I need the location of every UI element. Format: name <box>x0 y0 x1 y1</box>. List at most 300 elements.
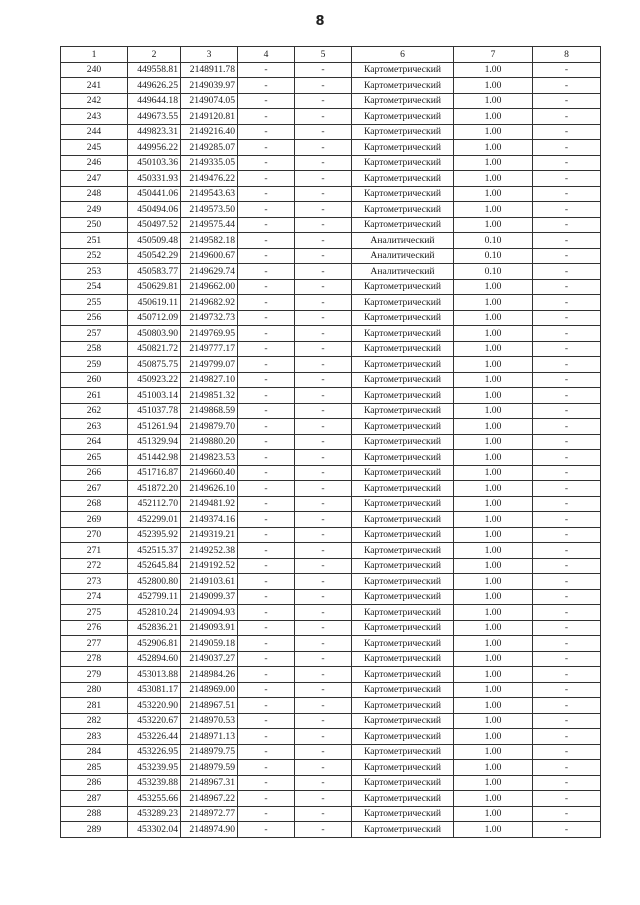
col5-cell: - <box>295 450 352 466</box>
col8-cell: - <box>533 636 601 652</box>
x-coordinate-cell: 453239.88 <box>128 775 181 791</box>
method-cell: Картометрический <box>352 620 454 636</box>
y-coordinate-cell: 2149252.38 <box>181 543 238 559</box>
col4-cell: - <box>238 434 295 450</box>
point-number-cell: 248 <box>61 186 128 202</box>
col5-cell: - <box>295 636 352 652</box>
x-coordinate-cell: 450441.06 <box>128 186 181 202</box>
table-row <box>61 310 601 326</box>
y-coordinate-cell: 2149868.59 <box>181 403 238 419</box>
x-coordinate-cell: 450712.09 <box>128 310 181 326</box>
point-number-cell: 267 <box>61 481 128 497</box>
col5-cell: - <box>295 806 352 822</box>
x-coordinate-cell: 452800.80 <box>128 574 181 590</box>
col8-cell: - <box>533 341 601 357</box>
point-number-cell: 279 <box>61 667 128 683</box>
point-number-cell: 256 <box>61 310 128 326</box>
col4-cell: - <box>238 527 295 543</box>
col5-cell: - <box>295 403 352 419</box>
col8-cell: - <box>533 419 601 435</box>
x-coordinate-cell: 452299.01 <box>128 512 181 528</box>
x-coordinate-cell: 449823.31 <box>128 124 181 140</box>
col5-cell: - <box>295 527 352 543</box>
x-coordinate-cell: 451442.98 <box>128 450 181 466</box>
table-row <box>61 357 601 373</box>
point-number-cell: 249 <box>61 202 128 218</box>
accuracy-cell: 1.00 <box>454 713 533 729</box>
col5-cell: - <box>295 543 352 559</box>
point-number-cell: 255 <box>61 295 128 311</box>
method-cell: Аналитический <box>352 233 454 249</box>
col4-cell: - <box>238 806 295 822</box>
table-row <box>61 248 601 264</box>
table-row <box>61 605 601 621</box>
accuracy-cell: 1.00 <box>454 326 533 342</box>
y-coordinate-cell: 2149103.61 <box>181 574 238 590</box>
method-cell: Картометрический <box>352 713 454 729</box>
y-coordinate-cell: 2148967.31 <box>181 775 238 791</box>
point-number-cell: 283 <box>61 729 128 745</box>
col5-cell: - <box>295 248 352 264</box>
col5-cell: - <box>295 713 352 729</box>
table-row <box>61 78 601 94</box>
method-cell: Картометрический <box>352 109 454 125</box>
point-number-cell: 246 <box>61 155 128 171</box>
col5-cell: - <box>295 512 352 528</box>
y-coordinate-cell: 2149880.20 <box>181 434 238 450</box>
point-number-cell: 271 <box>61 543 128 559</box>
col8-cell: - <box>533 171 601 187</box>
col8-cell: - <box>533 822 601 838</box>
point-number-cell: 243 <box>61 109 128 125</box>
table-row <box>61 636 601 652</box>
y-coordinate-cell: 2149879.70 <box>181 419 238 435</box>
x-coordinate-cell: 450497.52 <box>128 217 181 233</box>
col4-cell: - <box>238 341 295 357</box>
col8-cell: - <box>533 543 601 559</box>
col4-cell: - <box>238 93 295 109</box>
column-header: 8 <box>533 47 601 63</box>
x-coordinate-cell: 450923.22 <box>128 372 181 388</box>
col4-cell: - <box>238 465 295 481</box>
method-cell: Картометрический <box>352 682 454 698</box>
table-row <box>61 450 601 466</box>
x-coordinate-cell: 452799.11 <box>128 589 181 605</box>
table-row <box>61 326 601 342</box>
accuracy-cell: 1.00 <box>454 760 533 776</box>
col5-cell: - <box>295 388 352 404</box>
column-header: 2 <box>128 47 181 63</box>
method-cell: Картометрический <box>352 605 454 621</box>
method-cell: Картометрический <box>352 543 454 559</box>
col8-cell: - <box>533 605 601 621</box>
col4-cell: - <box>238 605 295 621</box>
col5-cell: - <box>295 217 352 233</box>
col5-cell: - <box>295 233 352 249</box>
table-row <box>61 171 601 187</box>
point-number-cell: 277 <box>61 636 128 652</box>
col5-cell: - <box>295 155 352 171</box>
accuracy-cell: 1.00 <box>454 403 533 419</box>
table-row <box>61 93 601 109</box>
x-coordinate-cell: 453226.44 <box>128 729 181 745</box>
point-number-cell: 245 <box>61 140 128 156</box>
x-coordinate-cell: 452515.37 <box>128 543 181 559</box>
method-cell: Картометрический <box>352 636 454 652</box>
method-cell: Картометрический <box>352 589 454 605</box>
y-coordinate-cell: 2149629.74 <box>181 264 238 280</box>
method-cell: Картометрический <box>352 481 454 497</box>
col5-cell: - <box>295 589 352 605</box>
accuracy-cell: 1.00 <box>454 186 533 202</box>
y-coordinate-cell: 2149120.81 <box>181 109 238 125</box>
method-cell: Картометрический <box>352 698 454 714</box>
method-cell: Картометрический <box>352 326 454 342</box>
col5-cell: - <box>295 279 352 295</box>
table-row <box>61 403 601 419</box>
table-row <box>61 775 601 791</box>
point-number-cell: 254 <box>61 279 128 295</box>
x-coordinate-cell: 452894.60 <box>128 651 181 667</box>
x-coordinate-cell: 450494.06 <box>128 202 181 218</box>
point-number-cell: 265 <box>61 450 128 466</box>
point-number-cell: 281 <box>61 698 128 714</box>
col8-cell: - <box>533 465 601 481</box>
y-coordinate-cell: 2149582.18 <box>181 233 238 249</box>
x-coordinate-cell: 450542.29 <box>128 248 181 264</box>
table-row <box>61 822 601 838</box>
col4-cell: - <box>238 388 295 404</box>
table-row <box>61 140 601 156</box>
col4-cell: - <box>238 109 295 125</box>
accuracy-cell: 1.00 <box>454 543 533 559</box>
col4-cell: - <box>238 822 295 838</box>
col5-cell: - <box>295 744 352 760</box>
x-coordinate-cell: 453289.23 <box>128 806 181 822</box>
point-number-cell: 252 <box>61 248 128 264</box>
point-number-cell: 257 <box>61 326 128 342</box>
accuracy-cell: 1.00 <box>454 558 533 574</box>
point-number-cell: 240 <box>61 62 128 78</box>
table-header-row <box>61 47 601 63</box>
table-row <box>61 124 601 140</box>
col5-cell: - <box>295 434 352 450</box>
method-cell: Картометрический <box>352 465 454 481</box>
x-coordinate-cell: 452645.84 <box>128 558 181 574</box>
y-coordinate-cell: 2149099.37 <box>181 589 238 605</box>
y-coordinate-cell: 2149662.00 <box>181 279 238 295</box>
col8-cell: - <box>533 713 601 729</box>
col4-cell: - <box>238 217 295 233</box>
col4-cell: - <box>238 636 295 652</box>
y-coordinate-cell: 2148984.26 <box>181 667 238 683</box>
point-number-cell: 278 <box>61 651 128 667</box>
col4-cell: - <box>238 372 295 388</box>
col4-cell: - <box>238 744 295 760</box>
y-coordinate-cell: 2149093.91 <box>181 620 238 636</box>
accuracy-cell: 1.00 <box>454 357 533 373</box>
col8-cell: - <box>533 698 601 714</box>
y-coordinate-cell: 2149094.93 <box>181 605 238 621</box>
x-coordinate-cell: 450103.36 <box>128 155 181 171</box>
col4-cell: - <box>238 140 295 156</box>
x-coordinate-cell: 451037.78 <box>128 403 181 419</box>
y-coordinate-cell: 2148979.59 <box>181 760 238 776</box>
col8-cell: - <box>533 78 601 94</box>
table-row <box>61 527 601 543</box>
col4-cell: - <box>238 233 295 249</box>
col4-cell: - <box>238 651 295 667</box>
method-cell: Картометрический <box>352 558 454 574</box>
point-number-cell: 261 <box>61 388 128 404</box>
table-row <box>61 388 601 404</box>
col8-cell: - <box>533 481 601 497</box>
col4-cell: - <box>238 357 295 373</box>
col5-cell: - <box>295 574 352 590</box>
col8-cell: - <box>533 589 601 605</box>
col8-cell: - <box>533 729 601 745</box>
col8-cell: - <box>533 124 601 140</box>
point-number-cell: 266 <box>61 465 128 481</box>
x-coordinate-cell: 452395.92 <box>128 527 181 543</box>
x-coordinate-cell: 453302.04 <box>128 822 181 838</box>
accuracy-cell: 1.00 <box>454 698 533 714</box>
method-cell: Картометрический <box>352 171 454 187</box>
method-cell: Аналитический <box>352 248 454 264</box>
point-number-cell: 285 <box>61 760 128 776</box>
point-number-cell: 288 <box>61 806 128 822</box>
col5-cell: - <box>295 760 352 776</box>
x-coordinate-cell: 453239.95 <box>128 760 181 776</box>
y-coordinate-cell: 2149216.40 <box>181 124 238 140</box>
col4-cell: - <box>238 713 295 729</box>
col5-cell: - <box>295 186 352 202</box>
y-coordinate-cell: 2149626.10 <box>181 481 238 497</box>
table-row <box>61 667 601 683</box>
col5-cell: - <box>295 698 352 714</box>
col8-cell: - <box>533 186 601 202</box>
y-coordinate-cell: 2149481.92 <box>181 496 238 512</box>
x-coordinate-cell: 451003.14 <box>128 388 181 404</box>
method-cell: Картометрический <box>352 124 454 140</box>
accuracy-cell: 1.00 <box>454 465 533 481</box>
table-row <box>61 419 601 435</box>
point-number-cell: 289 <box>61 822 128 838</box>
col5-cell: - <box>295 419 352 435</box>
y-coordinate-cell: 2149192.52 <box>181 558 238 574</box>
accuracy-cell: 1.00 <box>454 372 533 388</box>
col5-cell: - <box>295 791 352 807</box>
method-cell: Картометрический <box>352 295 454 311</box>
accuracy-cell: 1.00 <box>454 605 533 621</box>
x-coordinate-cell: 451329.94 <box>128 434 181 450</box>
method-cell: Картометрический <box>352 372 454 388</box>
point-number-cell: 251 <box>61 233 128 249</box>
table-row <box>61 279 601 295</box>
col5-cell: - <box>295 558 352 574</box>
table-row <box>61 574 601 590</box>
table-body <box>61 62 601 837</box>
col4-cell: - <box>238 62 295 78</box>
accuracy-cell: 1.00 <box>454 574 533 590</box>
accuracy-cell: 1.00 <box>454 109 533 125</box>
x-coordinate-cell: 451716.87 <box>128 465 181 481</box>
col4-cell: - <box>238 698 295 714</box>
point-number-cell: 287 <box>61 791 128 807</box>
method-cell: Картометрический <box>352 279 454 295</box>
accuracy-cell: 1.00 <box>454 651 533 667</box>
table-row <box>61 512 601 528</box>
table-row <box>61 620 601 636</box>
column-header: 4 <box>238 47 295 63</box>
column-header: 6 <box>352 47 454 63</box>
accuracy-cell: 0.10 <box>454 264 533 280</box>
column-header: 3 <box>181 47 238 63</box>
x-coordinate-cell: 449558.81 <box>128 62 181 78</box>
table-row <box>61 698 601 714</box>
accuracy-cell: 1.00 <box>454 62 533 78</box>
method-cell: Картометрический <box>352 388 454 404</box>
accuracy-cell: 0.10 <box>454 233 533 249</box>
col8-cell: - <box>533 140 601 156</box>
col4-cell: - <box>238 558 295 574</box>
col8-cell: - <box>533 202 601 218</box>
point-number-cell: 244 <box>61 124 128 140</box>
table-row <box>61 155 601 171</box>
col4-cell: - <box>238 419 295 435</box>
method-cell: Картометрический <box>352 419 454 435</box>
point-number-cell: 263 <box>61 419 128 435</box>
col5-cell: - <box>295 326 352 342</box>
col8-cell: - <box>533 372 601 388</box>
column-header: 7 <box>454 47 533 63</box>
col8-cell: - <box>533 558 601 574</box>
table-row <box>61 434 601 450</box>
accuracy-cell: 1.00 <box>454 450 533 466</box>
table-row <box>61 496 601 512</box>
point-number-cell: 270 <box>61 527 128 543</box>
table-row <box>61 651 601 667</box>
accuracy-cell: 1.00 <box>454 78 533 94</box>
table-row <box>61 744 601 760</box>
col8-cell: - <box>533 93 601 109</box>
accuracy-cell: 1.00 <box>454 729 533 745</box>
col8-cell: - <box>533 667 601 683</box>
method-cell: Картометрический <box>352 217 454 233</box>
x-coordinate-cell: 453255.66 <box>128 791 181 807</box>
method-cell: Картометрический <box>352 62 454 78</box>
col4-cell: - <box>238 155 295 171</box>
point-number-cell: 286 <box>61 775 128 791</box>
point-number-cell: 282 <box>61 713 128 729</box>
point-number-cell: 272 <box>61 558 128 574</box>
col8-cell: - <box>533 248 601 264</box>
col8-cell: - <box>533 651 601 667</box>
accuracy-cell: 1.00 <box>454 217 533 233</box>
column-header: 5 <box>295 47 352 63</box>
method-cell: Картометрический <box>352 403 454 419</box>
col5-cell: - <box>295 481 352 497</box>
method-cell: Картометрический <box>352 93 454 109</box>
accuracy-cell: 1.00 <box>454 775 533 791</box>
table-row <box>61 791 601 807</box>
col8-cell: - <box>533 109 601 125</box>
table-row <box>61 341 601 357</box>
method-cell: Картометрический <box>352 512 454 528</box>
x-coordinate-cell: 453013.88 <box>128 667 181 683</box>
table-row <box>61 62 601 78</box>
method-cell: Картометрический <box>352 357 454 373</box>
col8-cell: - <box>533 403 601 419</box>
y-coordinate-cell: 2149335.05 <box>181 155 238 171</box>
accuracy-cell: 1.00 <box>454 202 533 218</box>
table-row <box>61 481 601 497</box>
col5-cell: - <box>295 109 352 125</box>
col8-cell: - <box>533 744 601 760</box>
table-row <box>61 760 601 776</box>
y-coordinate-cell: 2149799.07 <box>181 357 238 373</box>
accuracy-cell: 1.00 <box>454 527 533 543</box>
col4-cell: - <box>238 78 295 94</box>
y-coordinate-cell: 2149732.73 <box>181 310 238 326</box>
col4-cell: - <box>238 310 295 326</box>
y-coordinate-cell: 2149682.92 <box>181 295 238 311</box>
table-row <box>61 558 601 574</box>
col5-cell: - <box>295 264 352 280</box>
accuracy-cell: 1.00 <box>454 481 533 497</box>
accuracy-cell: 1.00 <box>454 667 533 683</box>
point-number-cell: 269 <box>61 512 128 528</box>
col4-cell: - <box>238 171 295 187</box>
col8-cell: - <box>533 310 601 326</box>
col8-cell: - <box>533 682 601 698</box>
col8-cell: - <box>533 434 601 450</box>
col5-cell: - <box>295 62 352 78</box>
x-coordinate-cell: 450331.93 <box>128 171 181 187</box>
accuracy-cell: 1.00 <box>454 434 533 450</box>
col5-cell: - <box>295 93 352 109</box>
point-number-cell: 262 <box>61 403 128 419</box>
col8-cell: - <box>533 295 601 311</box>
x-coordinate-cell: 450619.11 <box>128 295 181 311</box>
y-coordinate-cell: 2148970.53 <box>181 713 238 729</box>
method-cell: Аналитический <box>352 264 454 280</box>
method-cell: Картометрический <box>352 450 454 466</box>
table-row <box>61 589 601 605</box>
col5-cell: - <box>295 605 352 621</box>
method-cell: Картометрический <box>352 186 454 202</box>
x-coordinate-cell: 452112.70 <box>128 496 181 512</box>
col4-cell: - <box>238 481 295 497</box>
table-row <box>61 264 601 280</box>
x-coordinate-cell: 450803.90 <box>128 326 181 342</box>
method-cell: Картометрический <box>352 729 454 745</box>
x-coordinate-cell: 452836.21 <box>128 620 181 636</box>
y-coordinate-cell: 2148974.90 <box>181 822 238 838</box>
point-number-cell: 276 <box>61 620 128 636</box>
col5-cell: - <box>295 620 352 636</box>
col8-cell: - <box>533 791 601 807</box>
accuracy-cell: 1.00 <box>454 310 533 326</box>
col8-cell: - <box>533 233 601 249</box>
col8-cell: - <box>533 450 601 466</box>
point-number-cell: 264 <box>61 434 128 450</box>
method-cell: Картометрический <box>352 574 454 590</box>
col4-cell: - <box>238 589 295 605</box>
accuracy-cell: 1.00 <box>454 124 533 140</box>
col8-cell: - <box>533 527 601 543</box>
col5-cell: - <box>295 682 352 698</box>
